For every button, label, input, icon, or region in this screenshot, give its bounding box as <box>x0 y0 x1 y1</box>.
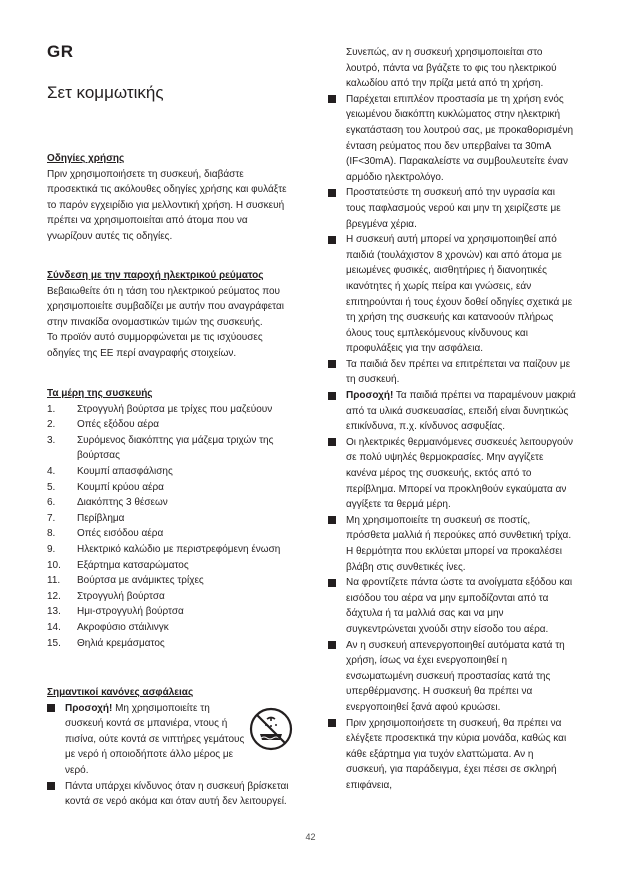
bullet-square <box>328 516 336 524</box>
bullet-square <box>328 236 336 244</box>
safety-bullet-text: Μη χρησιμοποιείτε τη συσκευή σε ποστίς, πρόσθετα μαλλιά ή περούκες από συνθετική τρίχα. Η θερμότητα που εκλύεται μπορεί να προκαλέσει βλάβη στις συνθετικές ίνες. <box>346 514 572 573</box>
part-number: 2. <box>47 419 56 431</box>
part-number: 14. <box>47 621 61 633</box>
part-number: 3. <box>47 434 56 446</box>
water-warning <box>47 701 293 779</box>
safety-bullet <box>328 638 576 716</box>
parts-list-item <box>47 573 293 589</box>
bullet-square <box>328 95 336 103</box>
bullet-square <box>328 392 336 400</box>
safety-bullet-text: Αν η συσκευή απενεργοποιηθεί αυτόματα κατά τη χρήση, ίσως να έχει ενεργοποιηθεί η ενσωματωμένη συσκευή προστασίας κατά της υπερθέρμανσης. Η συσκευή θα πρέπει να ενεργοποιηθεί ξανά αφού κρυώσει. <box>346 639 565 713</box>
parts-list-item <box>47 558 293 574</box>
continued-text: Συνεπώς, αν η συσκευή χρησιμοποιείται στο λουτρό, πάντα να βγάζετε το φις του ηλεκτρικού καλωδίου από την πρίζα μετά από τη χρήση. <box>346 47 557 90</box>
part-label: Οπές εισόδου αέρα <box>77 528 164 540</box>
parts-list-item <box>47 480 293 496</box>
warning-label: Προσοχή! <box>65 702 113 714</box>
safety-bullet <box>328 357 576 388</box>
safety-bullet <box>328 575 576 637</box>
safety-bullet <box>328 435 576 513</box>
parts-list-item <box>47 433 293 464</box>
bullet-square <box>328 189 336 197</box>
parts-list-item <box>47 495 293 511</box>
safety-section <box>47 685 293 810</box>
parts-list-item <box>47 417 293 433</box>
parts-list-item <box>47 620 293 636</box>
page-number: 42 <box>305 832 316 842</box>
part-number: 12. <box>47 590 61 602</box>
warning-text: Τα παιδιά πρέπει να παραμένουν μακριά από τα υλικά συσκευασίας, επειδή είναι δυνητικώς επικίνδυνα, π.χ. κίνδυνος ασφυξίας. <box>346 390 576 433</box>
bullet-square <box>47 782 55 790</box>
parts-list-item <box>47 526 293 542</box>
safety-bullet <box>328 513 576 575</box>
safety-bullet <box>328 388 576 435</box>
bullet-square <box>328 579 336 587</box>
bullet-square <box>47 704 55 712</box>
part-number: 11. <box>47 575 61 587</box>
part-label: Ημι-στρογγυλή βούρτσα <box>77 606 184 618</box>
part-label: Κουμπί απασφάλισης <box>77 465 173 477</box>
parts-list-item <box>47 636 293 652</box>
part-label: Οπές εξόδου αέρα <box>77 419 160 431</box>
part-number: 4. <box>47 465 56 477</box>
instructions-text: Πριν χρησιμοποιήσετε τη συσκευή, διαβάστε προσεκτικά τις ακόλουθες οδηγίες χρήσης και φυλάξτε το παρόν εγχειρίδιο για μελλοντική χρήση. Η συσκευή πρέπει να χρησιμοποιείται από άτομα που να γνωρίζουν αυτές τις οδηγίες. <box>47 168 287 242</box>
part-number: 1. <box>47 403 56 415</box>
safety-bullet-text: Παρέχεται επιπλέον προστασία με τη χρήση ενός γειωμένου διακόπτη κυκλώματος στην ηλεκτρική εγκατάσταση του λουτρού σας, με προκαθορισμένη ένταση ρεύματος που δεν υπερβαίνει τα 30mA (IF<30mA). Παρακαλείστε να συμβουλευτείτε έναν αρμόδιο ηλεκτρολόγο. <box>346 93 574 183</box>
power-text-1: Βεβαιωθείτε ότι η τάση του ηλεκτρικού ρεύματος που χρησιμοποιείτε συμβαδίζει με αυτήν που αναγράφεται στην πινακίδα ονομαστικών τιμών της συσκευής. <box>47 285 284 328</box>
part-number: 8. <box>47 528 56 540</box>
parts-list-item <box>47 464 293 480</box>
safety-bullet-text: Τα παιδιά δεν πρέπει να επιτρέπεται να παίζουν με τη συσκευή. <box>346 358 571 386</box>
part-label: Συρόμενος διακόπτης για μάζεμα τριχών της βούρτσας <box>77 434 274 462</box>
safety-bullet-text: Προστατεύστε τη συσκευή από την υγρασία και τους παφλασμούς νερού και μην τη χειρίζεστε με βρεγμένα χέρια. <box>346 187 561 230</box>
part-number: 6. <box>47 497 56 509</box>
part-label: Στρογγυλή βούρτσα με τρίχες που μαζεύουν <box>77 403 273 415</box>
part-number: 10. <box>47 559 61 571</box>
no-water-bath-icon <box>249 707 293 751</box>
safety-heading: Σημαντικοί κανόνες ασφάλειας <box>47 687 194 698</box>
part-label: Διακόπτης 3 θέσεων <box>77 497 168 509</box>
parts-heading: Τα μέρη της συσκευής <box>47 388 153 399</box>
safety-bullet-text: Να φροντίζετε πάντα ώστε τα ανοίγματα εξόδου και εισόδου του αέρα να μην εμποδίζονται από τα δάχτυλα ή τα μαλλιά σας και να μην συγκεντρώνεται χνούδι στην είσοδο του αέρα. <box>346 577 573 635</box>
part-number: 7. <box>47 512 56 524</box>
part-label: Ηλεκτρικό καλώδιο με περιστρεφόμενη ένωση <box>77 543 281 555</box>
power-heading: Σύνδεση με την παροχή ηλεκτρικού ρεύματος <box>47 270 264 281</box>
page-title: Σετ κομμωτικής <box>47 83 164 102</box>
part-label: Βούρτσα με ανάμικτες τρίχες <box>77 575 204 587</box>
part-number: 15. <box>47 637 61 649</box>
safety-bullet <box>328 716 576 794</box>
warning-text: Μη χρησιμοποιείτε τη συσκευή κοντά σε μπανιέρα, ντους ή πισίνα, ούτε κοντά σε νιπτήρες γεμάτους με νερό ή οποιοδήποτε άλλο μέρος με νερό. <box>65 702 245 776</box>
instructions-heading: Οδηγίες χρήσης <box>47 153 125 164</box>
part-label: Εξάρτημα κατσαρώματος <box>77 559 189 571</box>
part-label: Θηλιά κρεμάσματος <box>77 637 165 649</box>
parts-list-item <box>47 542 293 558</box>
parts-list-item <box>47 511 293 527</box>
instructions-section <box>47 151 293 245</box>
power-text-2: Το προϊόν αυτό συμμορφώνεται με τις ισχύουσες οδηγίες της ΕΕ περί αναγραφής στοιχείων. <box>47 332 263 359</box>
safety-continued <box>328 45 576 794</box>
parts-list <box>47 402 293 652</box>
bullet-square <box>328 641 336 649</box>
bullet-square <box>328 360 336 368</box>
parts-list-item <box>47 604 293 620</box>
part-label: Περίβλημα <box>77 512 125 524</box>
safety-bullet-text: Πάντα υπάρχει κίνδυνος όταν η συσκευή βρίσκεται κοντά σε νερό ακόμα και όταν αυτή δεν λειτουργεί. <box>65 780 289 808</box>
safety-bullet <box>328 232 576 357</box>
language-code: GR <box>47 42 74 61</box>
safety-bullet-text: Πριν χρησιμοποιήσετε τη συσκευή, θα πρέπει να ελέγξετε προσεκτικά την κύρια μονάδα, καθώς και κάθε εξάρτημα για τυχόν ελαττώματα. Αν η συσκευή, για παράδειγμα, έχει πέσει σε σκληρή επιφάνεια, <box>346 717 567 791</box>
part-label: Στρογγυλή βούρτσα <box>77 590 165 602</box>
bullet-square <box>328 438 336 446</box>
part-number: 5. <box>47 481 56 493</box>
part-number: 9. <box>47 543 56 555</box>
safety-bullet <box>47 779 293 810</box>
safety-bullet-text: Η συσκευή αυτή μπορεί να χρησιμοποιηθεί από παιδιά (τουλάχιστον 8 χρονών) και από άτομα με μειωμένες φυσικές, αισθητήριες ή διανοητικές ικανότητες ή χωρίς πείρα και γνώσεις, εάν επιτηρούνται ή τους έχουν δοθεί οδηγίες σχετικά με τη χρήση της συσκευής και κατανοούν πλήρως όλους τους εμπλεκόμενους κίνδυνους και προφυλάξεις για την ασφάλεια. <box>346 234 573 355</box>
warning-label: Προσοχή! <box>346 390 394 402</box>
safety-bullet <box>328 92 576 186</box>
safety-bullet <box>328 185 576 232</box>
parts-section <box>47 386 293 651</box>
parts-list-item <box>47 402 293 418</box>
part-number: 13. <box>47 606 61 618</box>
parts-list-item <box>47 589 293 605</box>
bullet-square <box>328 719 336 727</box>
part-label: Κουμπί κρύου αέρα <box>77 481 164 493</box>
safety-bullet-text: Οι ηλεκτρικές θερμαινόμενες συσκευές λειτουργούν σε πολύ υψηλές θερμοκρασίες. Μην αγγίζετε κανένα μέρος της συσκευής, εκτός από το περίβλημα. Μπορεί να προκληθούν εγκαύματα αν αγγίξετε τα θερμά μέρη. <box>346 436 574 511</box>
part-label: Ακροφύσιο στάιλινγκ <box>77 621 169 633</box>
power-section <box>47 268 293 362</box>
safety-bullet <box>47 701 247 779</box>
